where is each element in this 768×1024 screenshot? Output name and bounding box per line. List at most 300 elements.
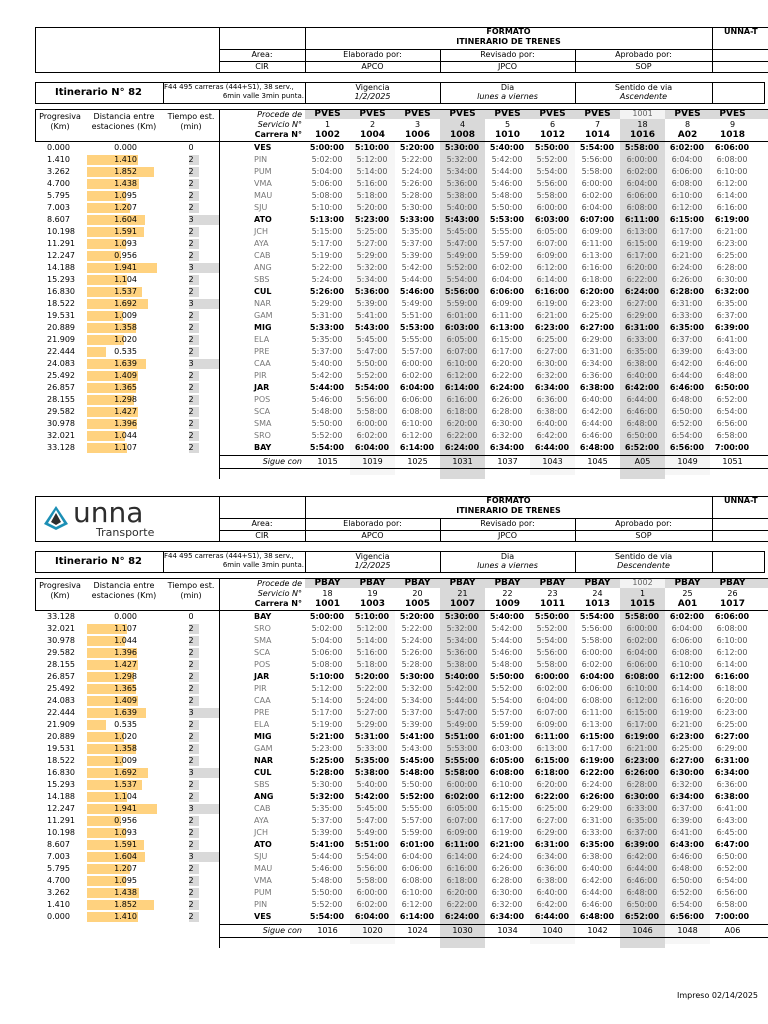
tiempo-cell: 3: [188, 215, 194, 224]
time-cell: 6:18:00: [581, 275, 613, 284]
station-code: MIG: [254, 323, 272, 332]
time-cell: 6:14:00: [399, 912, 435, 921]
tiempo-cell: 2: [188, 864, 194, 873]
time-cell: 6:43:00: [716, 816, 748, 825]
time-cell: 6:01:00: [446, 311, 478, 320]
time-cell: 5:17:00: [311, 708, 343, 717]
time-cell: 6:38:00: [579, 383, 615, 392]
time-cell: 6:00:00: [356, 419, 388, 428]
servicio-cell: 5: [504, 120, 511, 129]
time-cell: 5:35:00: [401, 227, 433, 236]
sigue-bottom-line: [219, 937, 768, 938]
time-cell: 5:50:00: [311, 888, 343, 897]
sigue-bottom-line: [219, 468, 768, 469]
time-cell: 6:16:00: [714, 672, 750, 681]
time-cell: 6:22:00: [579, 768, 615, 777]
distancia-cell: 1.639: [114, 708, 137, 717]
procede-label: Procede de: [257, 579, 302, 588]
time-cell: 6:16:00: [446, 395, 478, 404]
time-cell: 5:53:00: [489, 215, 525, 224]
station-code: GAM: [254, 744, 273, 753]
distancia-cell: 1.639: [114, 359, 137, 368]
time-cell: 6:04:00: [536, 696, 568, 705]
itinerario-desc: 6min valle 3min punta.: [222, 561, 304, 569]
servicio-cell: 6: [549, 120, 556, 129]
station-code: ATO: [254, 215, 272, 224]
tiempo-cell: 2: [188, 311, 194, 320]
distancia-header: Distancia entre: [93, 581, 155, 590]
time-cell: 6:44:00: [626, 395, 658, 404]
carrera-cell: 1003: [359, 599, 386, 609]
table-row: [0, 719, 768, 731]
station-code: ATO: [254, 840, 272, 849]
time-cell: 6:00:00: [626, 624, 658, 633]
station-code: SBS: [254, 275, 270, 284]
station-code: JAR: [254, 672, 270, 681]
time-cell: 5:58:00: [624, 612, 660, 621]
distancia-cell: 1.427: [114, 407, 137, 416]
distancia-cell: 1.410: [114, 155, 137, 164]
time-cell: 5:45:00: [446, 227, 478, 236]
time-cell: 5:54:00: [579, 143, 615, 152]
distancia-cell: 1.692: [114, 768, 137, 777]
procede-cell: PBAY: [314, 578, 341, 588]
procede-cell: PVES: [584, 109, 611, 119]
time-cell: 5:49:00: [356, 828, 388, 837]
time-cell: 5:24:00: [311, 275, 343, 284]
servicio-cell: 4: [459, 120, 466, 129]
elaborado-label: Elaborado por:: [343, 50, 402, 59]
progresiva-cell: 20.889: [47, 323, 75, 332]
vigencia-value: 1/2/2025: [354, 92, 391, 101]
distancia-cell: 1.207: [114, 864, 137, 873]
procede-cell: PBAY: [494, 578, 521, 588]
time-cell: 6:21:00: [671, 251, 703, 260]
station-code: SMA: [254, 636, 272, 645]
time-cell: 5:37:00: [311, 816, 343, 825]
formato-title: FORMATO: [486, 496, 531, 505]
time-cell: 6:07:00: [446, 347, 478, 356]
tiempo-cell: 2: [188, 227, 194, 236]
time-cell: 5:20:00: [354, 672, 390, 681]
time-cell: 5:33:00: [356, 744, 388, 753]
time-cell: 6:33:00: [581, 828, 613, 837]
time-cell: 6:48:00: [716, 371, 748, 380]
time-cell: 5:40:00: [446, 203, 478, 212]
time-cell: 5:48:00: [491, 191, 523, 200]
elaborado-value: APCO: [361, 531, 384, 540]
time-cell: 5:52:00: [311, 900, 343, 909]
distancia-cell: 1.409: [114, 696, 137, 705]
tiempo-cell: 2: [188, 203, 194, 212]
time-cell: 5:10:00: [311, 203, 343, 212]
time-cell: 6:02:00: [491, 263, 523, 272]
time-cell: 5:50:00: [534, 143, 570, 152]
time-cell: 6:36:00: [716, 780, 748, 789]
procede-cell: PBAY: [584, 578, 611, 588]
time-cell: 6:26:00: [671, 275, 703, 284]
time-cell: 6:20:00: [491, 359, 523, 368]
itinerario-title: ITINERARIO DE TRENES: [456, 506, 561, 515]
station-code: PUM: [254, 167, 272, 176]
procede-cell: PVES: [674, 109, 701, 119]
servicio-cell: 21: [457, 589, 468, 598]
time-cell: 6:29:00: [581, 335, 613, 344]
time-cell: 6:10:00: [716, 167, 748, 176]
time-cell: 5:54:00: [309, 443, 345, 452]
time-cell: 6:28:00: [491, 876, 523, 885]
time-cell: 6:39:00: [671, 347, 703, 356]
progresiva-cell: 25.492: [47, 371, 75, 380]
time-cell: 5:26:00: [309, 287, 345, 296]
table-row: [0, 406, 768, 418]
table-row: [0, 743, 768, 755]
time-cell: 6:04:00: [626, 648, 658, 657]
time-cell: 6:02:00: [669, 612, 705, 621]
tiempo-cell: 2: [188, 780, 194, 789]
time-cell: 5:16:00: [356, 179, 388, 188]
km-header: (Km): [50, 591, 70, 600]
time-cell: 5:26:00: [401, 648, 433, 657]
table-row: [0, 803, 768, 815]
tiempo-cell: 2: [188, 383, 194, 392]
time-cell: 5:37:00: [401, 708, 433, 717]
time-cell: 6:24:00: [581, 780, 613, 789]
progresiva-cell: 1.410: [47, 155, 70, 164]
table-top-line: [35, 109, 768, 110]
tiempo-cell: 2: [188, 828, 194, 837]
progresiva-cell: 10.198: [47, 227, 75, 236]
time-cell: 6:02:00: [401, 371, 433, 380]
time-cell: 6:34:00: [669, 792, 705, 801]
time-cell: 6:08:00: [489, 768, 525, 777]
time-cell: 6:39:00: [624, 840, 660, 849]
time-cell: 6:04:00: [579, 672, 615, 681]
sigue-cell: 1016: [317, 926, 338, 935]
tiempo-cell: 3: [188, 768, 194, 777]
distancia-cell: 1.020: [114, 732, 137, 741]
time-cell: 6:09:00: [536, 720, 568, 729]
time-cell: 6:26:00: [491, 864, 523, 873]
tiempo-cell: 3: [188, 299, 194, 308]
progresiva-cell: 20.889: [47, 732, 75, 741]
time-cell: 5:02:00: [311, 624, 343, 633]
time-cell: 6:40:00: [536, 419, 568, 428]
time-cell: 5:15:00: [311, 227, 343, 236]
time-cell: 6:48:00: [579, 443, 615, 452]
time-cell: 6:12:00: [536, 263, 568, 272]
time-cell: 5:55:00: [401, 804, 433, 813]
tiempo-cell: 2: [188, 816, 194, 825]
table-left-line: [35, 578, 36, 610]
time-cell: 6:20:00: [579, 287, 615, 296]
time-cell: 5:44:00: [311, 852, 343, 861]
time-cell: 5:22:00: [356, 684, 388, 693]
time-cell: 6:40:00: [581, 864, 613, 873]
info-divider: [712, 551, 713, 573]
progresiva-cell: 29.582: [47, 648, 75, 657]
time-cell: 6:14:00: [399, 443, 435, 452]
progresiva-cell: 33.128: [47, 612, 75, 621]
time-cell: 5:53:00: [399, 323, 435, 332]
tiempo-cell: 3: [188, 804, 194, 813]
time-cell: 6:04:00: [671, 624, 703, 633]
time-cell: 6:48:00: [671, 395, 703, 404]
table-bottom-line: [219, 924, 768, 925]
tiempo-cell: 2: [188, 179, 194, 188]
progresiva-cell: 4.700: [47, 179, 70, 188]
table-row: [0, 695, 768, 707]
header-divider: [712, 518, 713, 542]
progresiva-cell: 14.188: [47, 263, 75, 272]
tiempo-cell: 2: [188, 323, 194, 332]
progresiva-cell: 3.262: [47, 888, 70, 897]
tiempo-cell: 2: [188, 792, 194, 801]
station-code: CUL: [254, 768, 272, 777]
distancia-cell: 0.000: [114, 143, 137, 152]
time-cell: 5:58:00: [581, 636, 613, 645]
time-cell: 6:34:00: [534, 383, 570, 392]
time-cell: 6:52:00: [624, 443, 660, 452]
tiempo-cell: 2: [188, 840, 194, 849]
time-cell: 6:08:00: [716, 624, 748, 633]
time-cell: 6:35:00: [626, 816, 658, 825]
doc-code: UNNA-T: [724, 27, 758, 36]
table-row: [0, 202, 768, 214]
time-cell: 6:48:00: [671, 864, 703, 873]
station-code: PIR: [254, 371, 267, 380]
table-row: [0, 226, 768, 238]
table-row: [0, 370, 768, 382]
time-cell: 5:43:00: [354, 323, 390, 332]
carrera-cell: 1016: [629, 130, 656, 140]
time-cell: 5:06:00: [311, 179, 343, 188]
time-cell: 6:19:00: [579, 756, 615, 765]
tiempo-cell: 2: [188, 888, 194, 897]
time-cell: 6:36:00: [536, 395, 568, 404]
time-cell: 6:24:00: [624, 287, 660, 296]
station-code: JAR: [254, 383, 270, 392]
elaborado-value: APCO: [361, 62, 384, 71]
procede-cell: PVES: [494, 109, 521, 119]
time-cell: 6:35:00: [579, 840, 615, 849]
dia-value: lunes a viernes: [477, 92, 538, 101]
station-code: SRO: [254, 624, 271, 633]
time-cell: 5:51:00: [354, 840, 390, 849]
table-row: [0, 911, 768, 923]
time-cell: 6:00:00: [536, 203, 568, 212]
time-cell: 6:32:00: [714, 287, 750, 296]
station-code: MAU: [254, 864, 273, 873]
station-code: CAB: [254, 804, 271, 813]
carrera-cell[interactable]: A02: [677, 130, 698, 140]
time-cell: 5:32:00: [356, 263, 388, 272]
time-cell: 6:56:00: [669, 443, 705, 452]
time-cell: 6:04:00: [399, 383, 435, 392]
time-cell: 6:22:00: [491, 371, 523, 380]
time-cell: 6:40:00: [536, 888, 568, 897]
itinerario-label: Itinerario N° 82: [55, 556, 142, 567]
distancia-cell: 1.365: [114, 684, 137, 693]
time-cell: 6:18:00: [716, 684, 748, 693]
progresiva-cell: 16.830: [47, 287, 75, 296]
servicio-cell: 1: [639, 589, 646, 598]
distancia-cell: 1.093: [114, 828, 137, 837]
time-cell: 5:25:00: [356, 227, 388, 236]
time-cell: 5:56:00: [444, 287, 480, 296]
tiempo-cell: 3: [188, 263, 194, 272]
time-cell: 5:56:00: [581, 155, 613, 164]
time-cell: 6:44:00: [581, 419, 613, 428]
carrera-cell[interactable]: A01: [677, 599, 698, 609]
progresiva-cell: 5.795: [47, 864, 70, 873]
station-code: JCH: [254, 227, 268, 236]
time-cell: 5:10:00: [354, 143, 390, 152]
time-cell: 6:02:00: [356, 900, 388, 909]
station-code: CAA: [254, 359, 271, 368]
time-cell: 5:24:00: [356, 696, 388, 705]
time-cell: 6:08:00: [626, 203, 658, 212]
time-cell: 5:41:00: [356, 311, 388, 320]
time-cell: 6:02:00: [356, 431, 388, 440]
time-cell: 6:05:00: [489, 756, 525, 765]
time-cell: 6:54:00: [671, 900, 703, 909]
time-cell: 6:06:00: [714, 612, 750, 621]
time-cell: 5:48:00: [311, 407, 343, 416]
time-cell: 6:38:00: [626, 359, 658, 368]
time-cell: 6:04:00: [354, 912, 390, 921]
table-row: [0, 274, 768, 286]
time-cell: 6:08:00: [716, 155, 748, 164]
timetable-block: [0, 27, 768, 467]
time-cell: 6:15:00: [534, 756, 570, 765]
time-cell: 6:19:00: [624, 732, 660, 741]
time-cell: 6:06:00: [401, 395, 433, 404]
time-cell: 6:20:00: [626, 263, 658, 272]
time-cell: 5:39:00: [311, 828, 343, 837]
distancia-cell: 1.009: [114, 756, 137, 765]
time-cell: 6:42:00: [671, 359, 703, 368]
table-row: [0, 154, 768, 166]
progresiva-cell: 5.795: [47, 191, 70, 200]
distancia-cell: 1.020: [114, 335, 137, 344]
time-cell: 6:26:00: [624, 768, 660, 777]
time-cell: 6:25:00: [536, 804, 568, 813]
time-cell: 6:58:00: [716, 431, 748, 440]
distancia-cell: 1.365: [114, 383, 137, 392]
tiempo-cell: 2: [188, 720, 194, 729]
time-cell: 5:54:00: [579, 612, 615, 621]
station-code: SBS: [254, 780, 270, 789]
time-cell: 6:24:00: [489, 383, 525, 392]
tiempo-cell: 2: [188, 900, 194, 909]
procede-cell: PVES: [449, 109, 476, 119]
time-cell: 5:58:00: [581, 167, 613, 176]
time-cell: 5:57:00: [491, 239, 523, 248]
time-cell: 5:35:00: [354, 756, 390, 765]
time-cell: 7:00:00: [714, 443, 750, 452]
table-row: [0, 358, 768, 370]
time-cell: 6:10:00: [671, 660, 703, 669]
time-cell: 5:22:00: [401, 155, 433, 164]
table-row: [0, 899, 768, 911]
time-cell: 6:31:00: [671, 299, 703, 308]
distancia-cell: 1.396: [114, 419, 137, 428]
time-cell: 6:43:00: [669, 840, 705, 849]
time-cell: 5:55:00: [491, 227, 523, 236]
aprobado-label: Aprobado por:: [615, 50, 672, 59]
time-cell: 6:38:00: [581, 852, 613, 861]
time-cell: 6:00:00: [581, 179, 613, 188]
time-cell: 6:07:00: [579, 215, 615, 224]
distancia-cell: 1.941: [114, 804, 137, 813]
table-row: [0, 142, 768, 154]
progresiva-cell: 26.857: [47, 672, 75, 681]
progresiva-cell: 22.444: [47, 347, 75, 356]
tiempo-cell: 2: [188, 431, 194, 440]
time-cell: 6:12:00: [446, 371, 478, 380]
distancia-cell: 1.852: [114, 900, 137, 909]
time-cell: 5:56:00: [356, 864, 388, 873]
station-code: PRE: [254, 347, 270, 356]
time-cell: 5:36:00: [354, 287, 390, 296]
print-stamp: Impreso 02/14/2025: [677, 991, 758, 1000]
time-cell: 5:58:00: [356, 876, 388, 885]
time-cell: 5:43:00: [401, 744, 433, 753]
carrera-cell: 1002: [314, 130, 341, 140]
time-cell: 5:34:00: [356, 275, 388, 284]
table-row: [0, 659, 768, 671]
time-cell: 6:37:00: [716, 311, 748, 320]
time-cell: 5:58:00: [536, 660, 568, 669]
aprobado-value: SOP: [635, 62, 652, 71]
servicio-cell: 26: [727, 589, 738, 598]
time-cell: 5:30:00: [311, 780, 343, 789]
tiempo-cell: 2: [188, 876, 194, 885]
progresiva-cell: 4.700: [47, 876, 70, 885]
time-cell: 6:06:00: [671, 167, 703, 176]
table-row: [0, 190, 768, 202]
station-code: PRE: [254, 708, 270, 717]
time-cell: 6:34:00: [581, 359, 613, 368]
distancia-cell: 0.535: [114, 720, 137, 729]
time-cell: 6:56:00: [716, 888, 748, 897]
time-cell: 5:32:00: [401, 684, 433, 693]
servicio-cell: 23: [547, 589, 558, 598]
time-cell: 5:54:00: [356, 852, 388, 861]
distancia-cell: 1.095: [114, 876, 137, 885]
distancia-cell: 1.409: [114, 371, 137, 380]
progresiva-cell: 32.021: [47, 624, 75, 633]
station-code: CUL: [254, 287, 272, 296]
table-row: [0, 875, 768, 887]
progresiva-cell: 26.857: [47, 383, 75, 392]
time-cell: 5:44:00: [491, 167, 523, 176]
time-cell: 5:42:00: [401, 263, 433, 272]
time-cell: 6:42:00: [624, 383, 660, 392]
time-cell: 5:30:00: [401, 203, 433, 212]
sentido-label: Sentido de via: [614, 83, 673, 92]
time-cell: 5:40:00: [444, 672, 480, 681]
time-cell: 6:19:00: [671, 708, 703, 717]
vigencia-label: Vigencia: [355, 83, 390, 92]
tiempo-cell: 2: [188, 251, 194, 260]
sigue-cell: A06: [724, 926, 741, 935]
tiempo-cell: 2: [188, 191, 194, 200]
time-cell: 6:40:00: [581, 395, 613, 404]
time-cell: 6:23:00: [581, 299, 613, 308]
time-cell: 6:08:00: [671, 179, 703, 188]
